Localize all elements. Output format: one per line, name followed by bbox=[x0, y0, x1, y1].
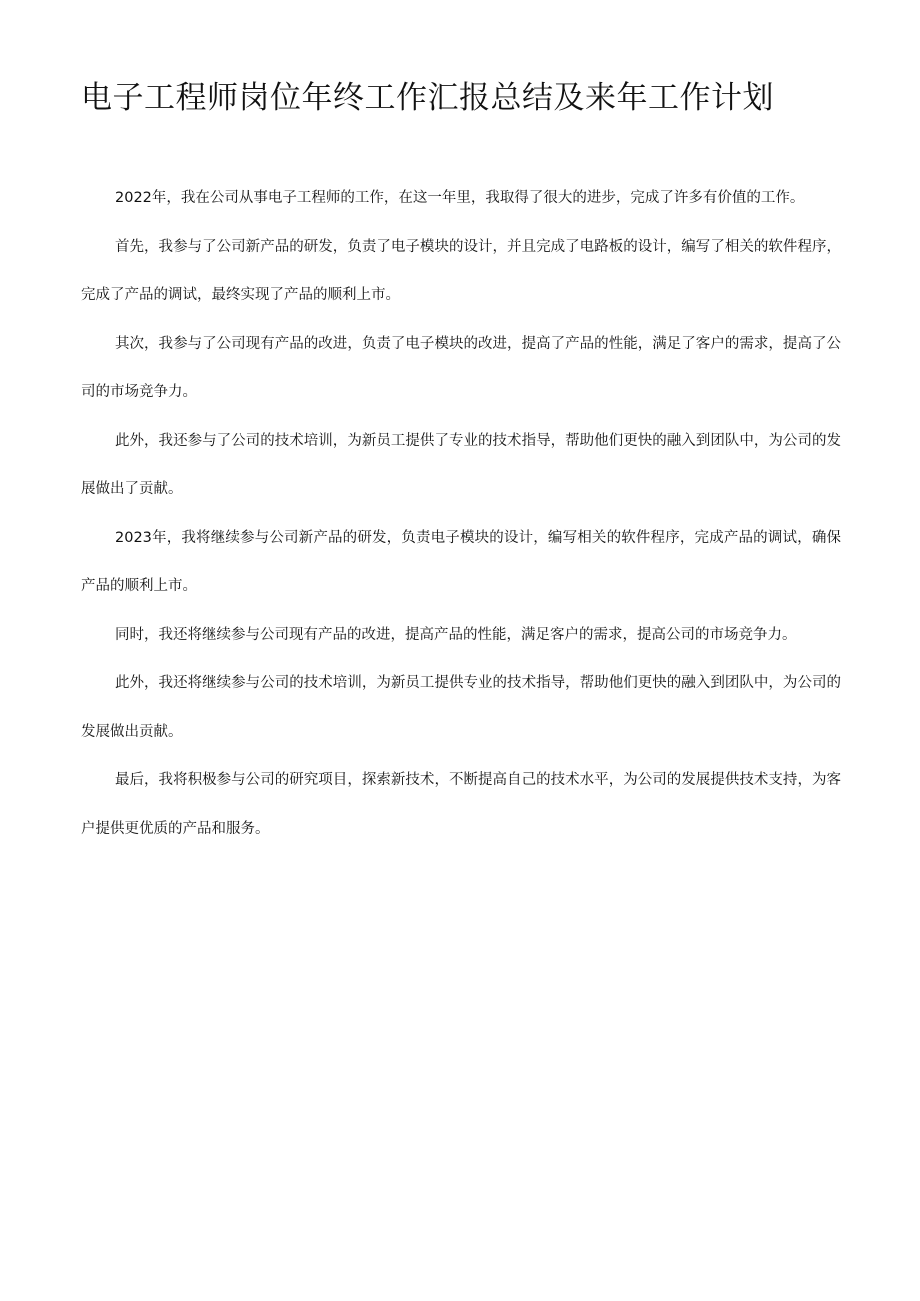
paragraph-plan-training: 此外，我还将继续参与公司的技术培训，为新员工提供专业的技术指导，帮助他们更快的融入到团队中，为公司的发展做出贡献。 bbox=[81, 675, 841, 740]
paragraph-conclusion: 最后，我将积极参与公司的研究项目，探索新技术，不断提高自己的技术水平，为公司的发展提供技术支持，为客户提供更优质的产品和服务。 bbox=[81, 772, 841, 837]
paragraph-new-product-rd: 首先，我参与了公司新产品的研发，负责了电子模块的设计，并且完成了电路板的设计，编写了相关的软件程序，完成了产品的调试，最终实现了产品的顺利上市。 bbox=[81, 238, 841, 303]
document-body bbox=[81, 174, 841, 853]
paragraph-plan-improvement: 同时，我还将继续参与公司现有产品的改进，提高产品的性能，满足客户的需求，提高公司的市场竞争力。 bbox=[115, 626, 797, 643]
paragraph-technical-training: 此外，我还参与了公司的技术培训，为新员工提供了专业的技术指导，帮助他们更快的融入到团队中，为公司的发展做出了贡献。 bbox=[81, 432, 841, 497]
paragraph-product-improvement: 其次，我参与了公司现有产品的改进，负责了电子模块的改进，提高了产品的性能，满足了客户的需求，提高了公司的市场竞争力。 bbox=[81, 335, 841, 400]
document-title: 电子工程师岗位年终工作汇报总结及来年工作计划 bbox=[81, 80, 774, 116]
paragraph-plan-2023: 2023年，我将继续参与公司新产品的研发，负责电子模块的设计，编写相关的软件程序，完成产品的调试，确保产品的顺利上市。 bbox=[81, 529, 841, 594]
paragraph-summary-2022: 2022年，我在公司从事电子工程师的工作，在这一年里，我取得了很大的进步，完成了许多有价值的工作。 bbox=[115, 190, 805, 206]
